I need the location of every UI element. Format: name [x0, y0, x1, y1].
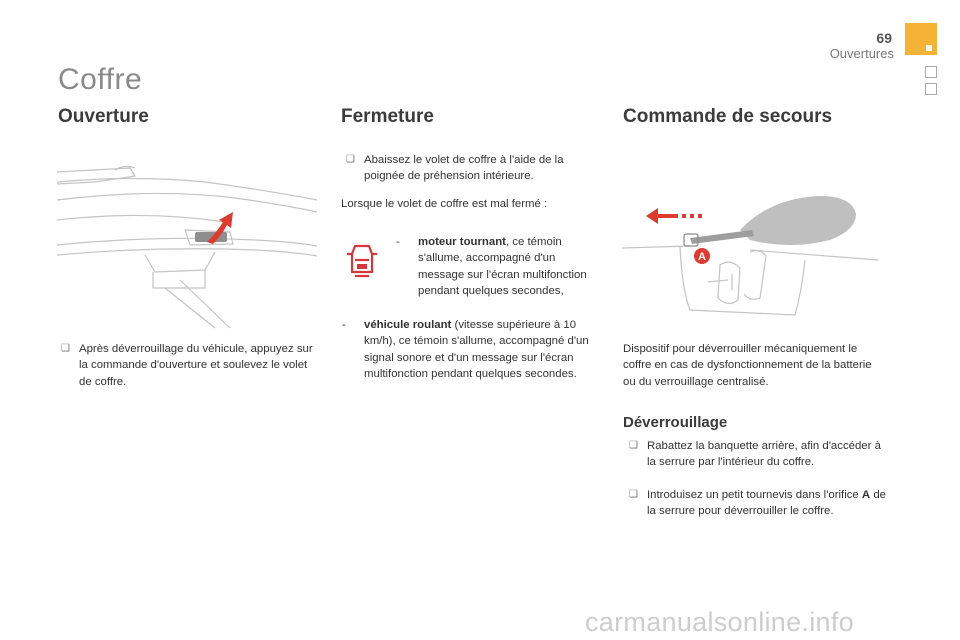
watermark: carmanualsonline.info — [585, 607, 854, 637]
deverrouillage-step-1: ❑ Rabattez la banquette arrière, afin d'accéder à la serrure par l'intérieur du coffre. — [629, 440, 881, 469]
side-marker-box — [925, 83, 937, 95]
section-name: Ouvertures — [829, 46, 894, 61]
heading-ouverture: Ouverture — [58, 106, 149, 127]
emergency-release-illustration — [620, 190, 880, 320]
square-bullet-icon: ❑ — [629, 440, 638, 451]
heading-deverrouillage: Déverrouillage — [623, 414, 728, 431]
callout-a-label: A — [698, 251, 706, 263]
heading-fermeture: Fermeture — [341, 106, 434, 127]
fermeture-instruction: ❑ Abaissez le volet de coffre à l'aide de la poignée de préhension intérieure. — [346, 154, 564, 183]
fermeture-item-moteur: - moteur tournant, ce témoin s'allume, accompagné d'un message sur l'écran multifonction pendant quelques secondes, — [396, 236, 587, 298]
open-boot-warning-icon — [345, 240, 379, 280]
red-arrow-icon — [646, 208, 702, 224]
fermeture-intro: Lorsque le volet de coffre est mal fermé : — [341, 198, 548, 210]
deverrouillage-step-2: ❑ Introduisez un petit tournevis dans l'orifice A de la serrure pour déverrouiller le coffre. — [629, 489, 886, 518]
square-bullet-icon: ❑ — [346, 154, 355, 165]
boot-opening-illustration — [55, 160, 320, 330]
page-number: 69 — [876, 30, 892, 46]
square-bullet-icon: ❑ — [61, 343, 70, 354]
section-tab — [905, 23, 937, 55]
fermeture-item-roulant: - véhicule roulant (vitesse supérieure à 10 km/h), ce témoin s'allume, accompagné d'un signal sonore et d'un message sur l'écran multifonction pendant quelques secondes. — [342, 319, 589, 381]
side-marker-box — [925, 66, 937, 78]
square-bullet-icon: ❑ — [629, 489, 638, 500]
ouverture-instruction: ❑ Après déverrouillage du véhicule, appuyez sur la commande d'ouverture et soulevez le volet de coffre. — [61, 343, 313, 388]
heading-commande-de-secours: Commande de secours — [623, 106, 833, 127]
page-title: Coffre — [58, 63, 143, 96]
secours-description: Dispositif pour déverrouiller mécaniquement le coffre en cas de dysfonctionnement de la batterie ou du verrouillage centralisé. — [623, 343, 872, 388]
